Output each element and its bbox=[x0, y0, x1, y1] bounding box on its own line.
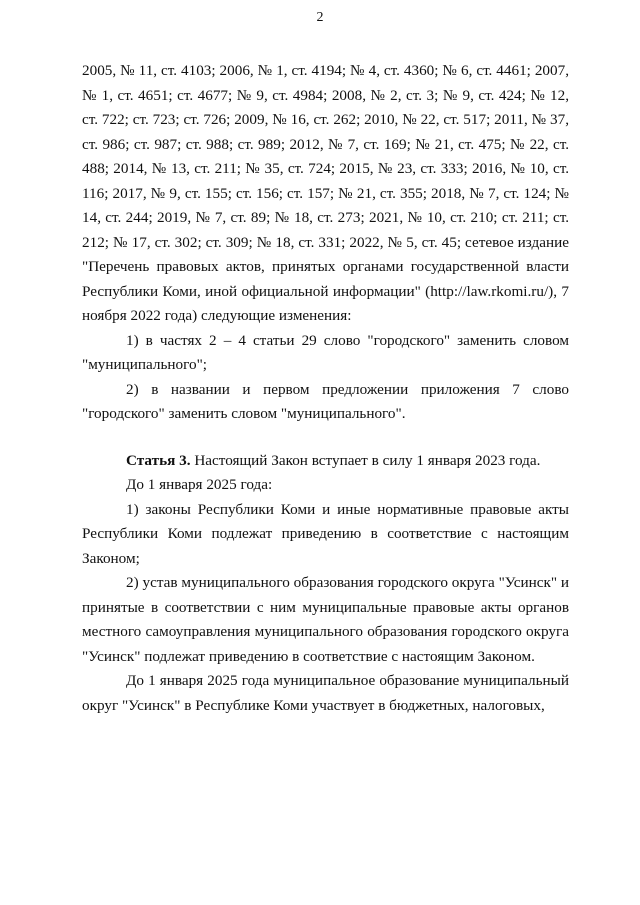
continuation-paragraph: 2005, № 11, ст. 4103; 2006, № 1, ст. 4194; № 4, ст. 4360; № 6, ст. 4461; 2007, № 1, ст. 4651; ст. 4677; № 9, ст. 4984; 2008, № 2, ст. 3; № 9, ст. 424; № 12, ст. 722; ст. 723; ст. 726; 2009, № 16, ст. 262; 2010, № 22, ст. 517; 2011, № 37, ст. 986; ст. 987; ст. 988; ст. 989; 2012, № 7, ст. 169; № 21, ст. 475; № 22, ст. 488; 2014, № 13, ст. 211; № 35, ст. 724; 2015, № 23, ст. 333; 2016, № 10, ст. 116; 2017, № 9, ст. 155; ст. 156; ст. 157; № 21, ст. 355; 2018, № 7, ст. 124; № 14, ст. 244; 2019, № 7, ст. 89; № 18, ст. 273; 2021, № 10, ст. 210; ст. 211; ст. 212; № 17, ст. 302; ст. 309; № 18, ст. 331; 2022, № 5, ст. 45; сетевое издание "Перечень правовых актов, принятых органами государственной власти Республики Коми, иной официальной информации" (http://law.rkomi.ru/), 7 ноября 2022 года) следующие изменения: bbox=[82, 62, 569, 324]
until-2025-paragraph: До 1 января 2025 года: bbox=[126, 476, 273, 493]
final-paragraph: До 1 января 2025 года муниципальное образование муниципальный округ "Усинск" в Республике Коми участвует в бюджетных, налоговых, bbox=[82, 672, 569, 714]
page-number: 2 bbox=[316, 10, 324, 25]
amendment-item-2: 2) в названии и первом предложении приложения 7 слово "городского" заменить словом "муниципального". bbox=[82, 380, 569, 422]
article-3-text: Настоящий Закон вступает в силу 1 января 2023 года. bbox=[190, 451, 541, 469]
document-body bbox=[82, 59, 569, 718]
article-3-heading: Статья 3. bbox=[126, 451, 191, 469]
amendment-item-1: 1) в частях 2 – 4 статьи 29 слово "городского" заменить словом "муниципального"; bbox=[82, 331, 569, 373]
article-3-item-1: 1) законы Республики Коми и иные нормативные правовые акты Республики Коми подлежат приведению в соответствие с настоящим Законом; bbox=[82, 500, 569, 567]
article-3-item-2: 2) устав муниципального образования городского округа "Усинск" и принятые в соответствии с ним муниципальные правовые акты органов местного самоуправления муниципального образования городского округа "Усинск" подлежат приведению в соответствие с настоящим Законом. bbox=[82, 574, 569, 665]
article-3-paragraph bbox=[82, 449, 569, 474]
